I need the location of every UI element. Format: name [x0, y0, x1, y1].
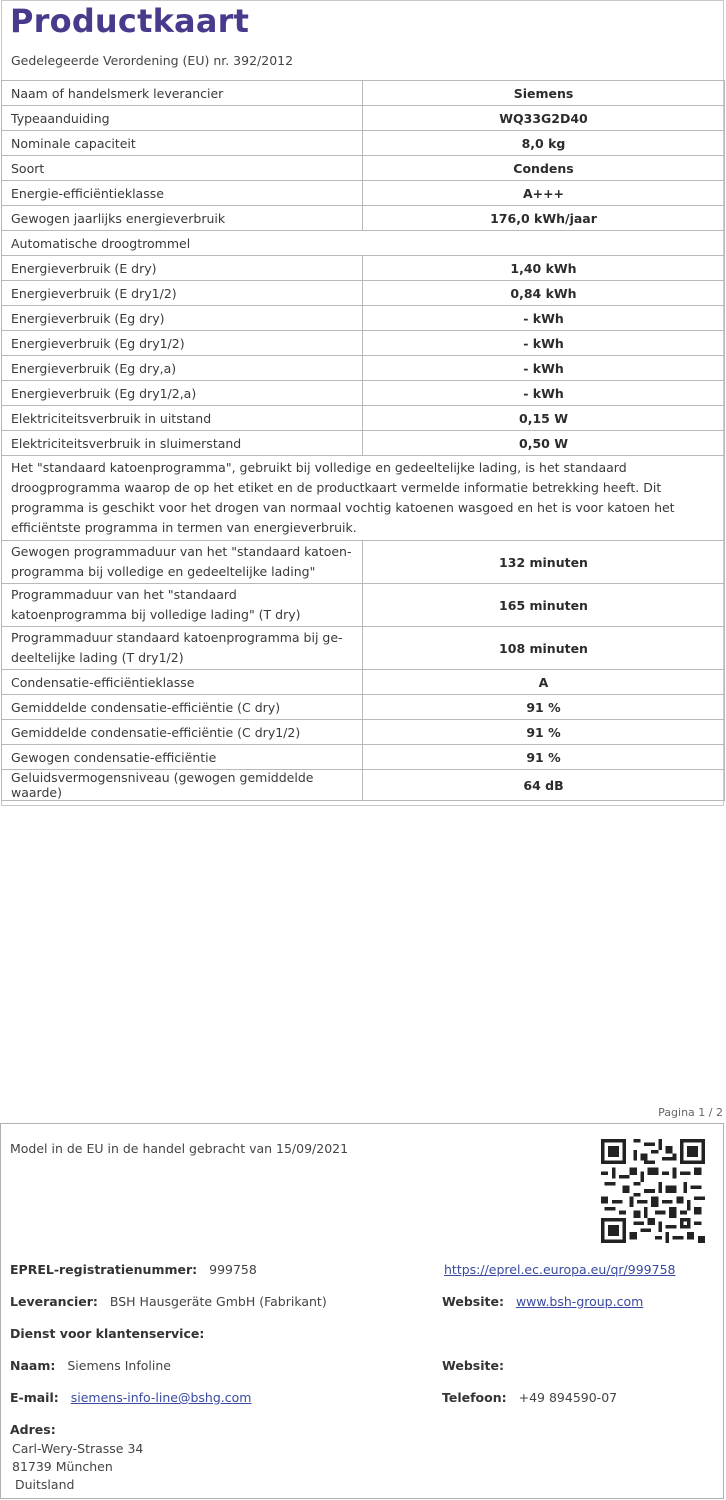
website2-label: Website: [442, 1358, 504, 1373]
service-label: Dienst voor klantenservice: [10, 1326, 205, 1341]
row-value: A [363, 670, 725, 695]
address-line-3: Duitsland [15, 1477, 75, 1492]
row-label: Geluidsvermogensniveau (gewogen gemiddelde waarde) [2, 770, 363, 801]
row-value: 0,50 W [363, 431, 725, 456]
table-row [2, 770, 725, 801]
page-title: Productkaart [10, 2, 250, 40]
table-row [2, 356, 725, 381]
row-label: Gemiddelde condensatie-efficiëntie (C dry) [2, 695, 363, 720]
spec-table [1, 80, 725, 801]
table-row [2, 81, 725, 106]
row-value: 91 % [363, 745, 725, 770]
row-value: 165 minuten [363, 584, 725, 627]
eprel-value: 999758 [209, 1262, 257, 1277]
row-value: 1,40 kWh [363, 256, 725, 281]
supplier-label: Leverancier: [10, 1294, 98, 1309]
table-row [2, 106, 725, 131]
row-value: - kWh [363, 331, 725, 356]
section-heading: Automatische droogtrommel [2, 231, 725, 256]
table-row [2, 745, 725, 770]
table-row [2, 231, 725, 256]
phone-label: Telefoon: [442, 1390, 507, 1405]
table-row [2, 627, 725, 670]
eprel-label: EPREL-registratienummer: [10, 1262, 198, 1277]
row-label: Energieverbruik (E dry) [2, 256, 363, 281]
website-link[interactable]: www.bsh-group.com [515, 1294, 644, 1309]
table-row [2, 456, 725, 541]
row-label: Energieverbruik (Eg dry,a) [2, 356, 363, 381]
supplier-row [10, 1294, 327, 1309]
regulation-text: Gedelegeerde Verordening (EU) nr. 392/2012 [11, 53, 294, 68]
qr-code-icon[interactable] [601, 1139, 705, 1243]
row-label: Energieverbruik (E dry1/2) [2, 281, 363, 306]
row-label: Gewogen programmaduur van het "standaard katoen-programma bij volledige en gedeeltelijke lading" [2, 541, 363, 584]
address-line-1: Carl-Wery-Strasse 34 [12, 1441, 144, 1456]
row-label: Nominale capaciteit [2, 131, 363, 156]
row-label: Soort [2, 156, 363, 181]
table-row [2, 541, 725, 584]
supplier-value: BSH Hausgeräte GmbH (Fabrikant) [109, 1294, 327, 1309]
row-label: Energieverbruik (Eg dry) [2, 306, 363, 331]
row-label: Energieverbruik (Eg dry1/2) [2, 331, 363, 356]
name-label: Naam: [10, 1358, 56, 1373]
row-label: Elektriciteitsverbruik in uitstand [2, 406, 363, 431]
row-label: Energie-efficiëntieklasse [2, 181, 363, 206]
row-label: Programmaduur van het "standaard katoenprogramma bij volledige lading" (T dry) [2, 584, 363, 627]
row-value: A+++ [363, 181, 725, 206]
page-number: Pagina 1 / 2 [658, 1106, 723, 1119]
row-label: Gewogen jaarlijks energieverbruik [2, 206, 363, 231]
row-value: 132 minuten [363, 541, 725, 584]
table-row [2, 181, 725, 206]
row-value: 108 minuten [363, 627, 725, 670]
eprel-link-row [444, 1262, 676, 1277]
table-row [2, 670, 725, 695]
eprel-registration [10, 1262, 257, 1277]
email-label: E-mail: [10, 1390, 59, 1405]
row-value: - kWh [363, 306, 725, 331]
row-value: Condens [363, 156, 725, 181]
name-value: Siemens Infoline [67, 1358, 171, 1373]
table-row [2, 431, 725, 456]
row-label: Energieverbruik (Eg dry1/2,a) [2, 381, 363, 406]
address-line-2: 81739 München [12, 1459, 113, 1474]
row-value: 0,15 W [363, 406, 725, 431]
row-value: 176,0 kWh/jaar [363, 206, 725, 231]
table-row [2, 306, 725, 331]
row-value: 8,0 kg [363, 131, 725, 156]
website-label: Website: [442, 1294, 504, 1309]
row-value: 64 dB [363, 770, 725, 801]
row-label: Elektriciteitsverbruik in sluimerstand [2, 431, 363, 456]
table-row [2, 381, 725, 406]
table-row [2, 256, 725, 281]
row-value: 0,84 kWh [363, 281, 725, 306]
name-row [10, 1358, 171, 1373]
table-row [2, 131, 725, 156]
table-row [2, 406, 725, 431]
standard-program-note: Het "standaard katoenprogramma", gebruikt bij volledige en gedeeltelijke lading, is het standaard droogprogramma waarop de op het etiket en de productkaart vermelde informatie betrekking heeft. Dit programma is geschikt voor het drogen van normaal vochtig katoenen wasgoed en het is voor katoen het efficiëntste programma in termen van energieverbruik. [2, 456, 725, 541]
email-row [10, 1390, 251, 1405]
service-heading [10, 1326, 212, 1341]
row-value: - kWh [363, 356, 725, 381]
table-row [2, 281, 725, 306]
row-value: Siemens [363, 81, 725, 106]
table-row [2, 584, 725, 627]
website-row [442, 1294, 643, 1309]
eprel-link[interactable]: https://eprel.ec.europa.eu/qr/999758 [444, 1262, 676, 1277]
footer-panel [0, 1123, 724, 1499]
row-value: - kWh [363, 381, 725, 406]
row-value: 91 % [363, 720, 725, 745]
row-value: WQ33G2D40 [363, 106, 725, 131]
table-row [2, 156, 725, 181]
website2-row [442, 1358, 512, 1373]
address-label: Adres: [10, 1422, 56, 1437]
phone-row [442, 1390, 617, 1405]
address-heading [10, 1422, 64, 1437]
row-label: Condensatie-efficiëntieklasse [2, 670, 363, 695]
table-row [2, 331, 725, 356]
table-row [2, 695, 725, 720]
table-row [2, 720, 725, 745]
row-label: Gemiddelde condensatie-efficiëntie (C dry1/2) [2, 720, 363, 745]
table-row [2, 206, 725, 231]
email-link[interactable]: siemens-info-line@bshg.com [70, 1390, 252, 1405]
phone-value: +49 894590-07 [518, 1390, 618, 1405]
row-label: Gewogen condensatie-efficiëntie [2, 745, 363, 770]
row-label: Typeaanduiding [2, 106, 363, 131]
row-label: Naam of handelsmerk leverancier [2, 81, 363, 106]
row-label: Programmaduur standaard katoenprogramma bij ge-deeltelijke lading (T dry1/2) [2, 627, 363, 670]
row-value: 91 % [363, 695, 725, 720]
model-notice: Model in de EU in de handel gebracht van 15/09/2021 [10, 1141, 349, 1156]
